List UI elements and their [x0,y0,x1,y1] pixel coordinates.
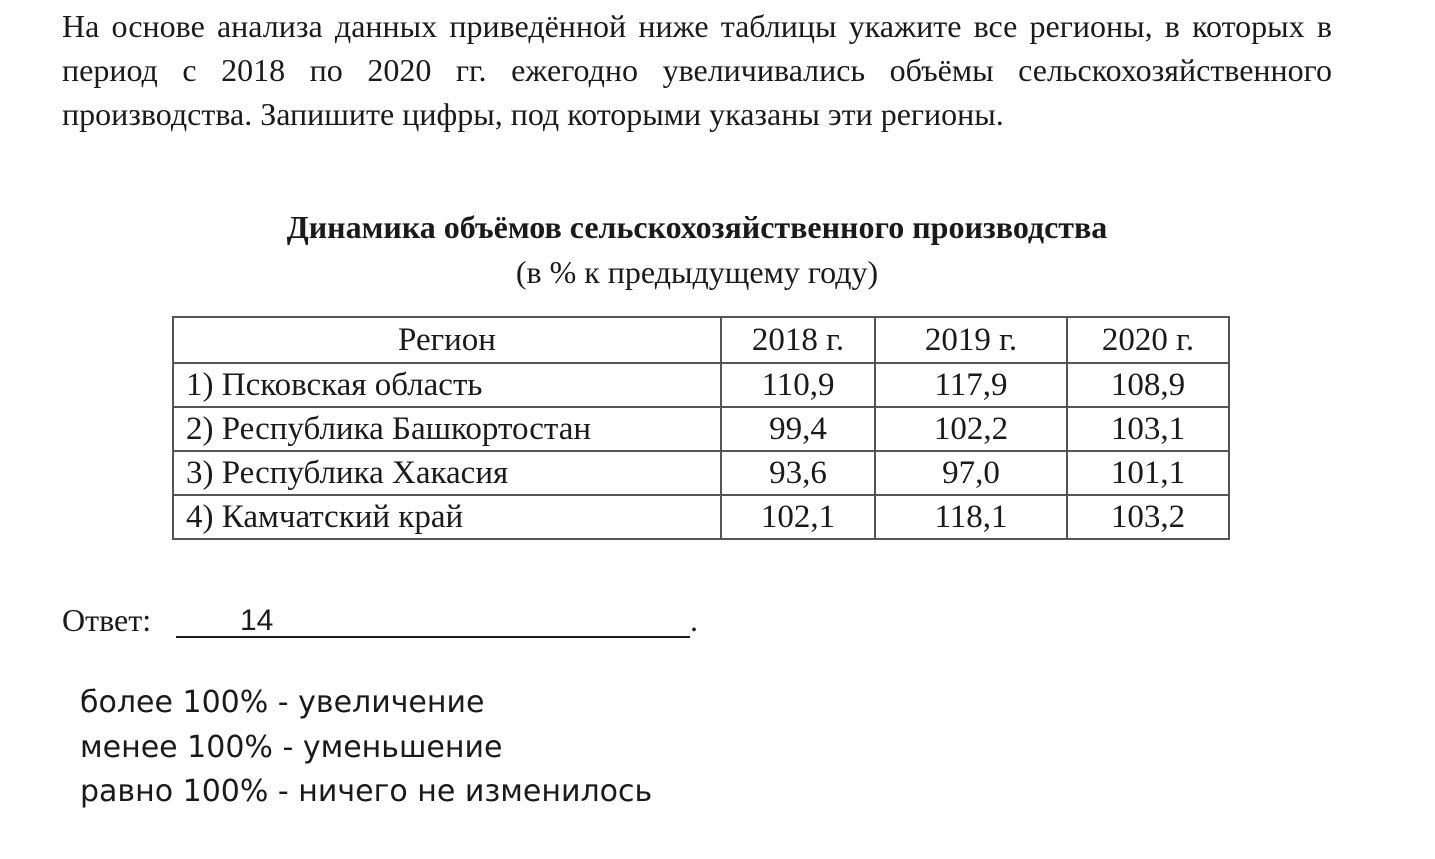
note-increase: более 100% - увеличение [80,685,485,720]
value-2020-cell: 101,1 [1067,451,1229,495]
header-2020: 2020 г. [1067,317,1229,363]
value-2018-cell: 102,1 [721,495,875,539]
value-2018-cell: 99,4 [721,407,875,451]
note-unchanged: равно 100% - ничего не изменилось [80,774,653,809]
region-cell: 1) Псковская область [173,363,721,407]
note-decrease: менее 100% - уменьшение [80,730,503,765]
table-title: Динамика объёмов сельскохозяйственного производства [286,209,1108,245]
value-2020-cell: 108,9 [1067,363,1229,407]
value-2019-cell: 102,2 [875,407,1067,451]
data-table [172,316,1230,540]
table-header-row [173,317,1229,363]
value-2019-cell: 97,0 [875,451,1067,495]
answer-value[interactable]: 14 [240,604,274,637]
region-cell: 4) Камчатский край [173,495,721,539]
table-row [173,407,1229,451]
header-2019: 2019 г. [875,317,1067,363]
task-text: На основе анализа данных приведённой ниже таблицы укажите все регионы, в которых в период с 2018 по 2020 гг. ежегодно увеличивались объёмы сельскохозяйственного производства. Запишите цифры, под которыми указаны эти регионы. [62,8,1332,132]
value-2019-cell: 118,1 [875,495,1067,539]
header-2018: 2018 г. [721,317,875,363]
table-row [173,363,1229,407]
region-cell: 3) Республика Хакасия [173,451,721,495]
region-cell: 2) Республика Башкортостан [173,407,721,451]
answer-label: Ответ: [62,602,152,638]
value-2020-cell: 103,2 [1067,495,1229,539]
answer-terminator: . [690,602,698,638]
value-2018-cell: 110,9 [721,363,875,407]
header-region: Регион [173,317,721,363]
table-row [173,451,1229,495]
table-row [173,495,1229,539]
table-subtitle: (в % к предыдущему году) [515,254,879,290]
value-2018-cell: 93,6 [721,451,875,495]
value-2020-cell: 103,1 [1067,407,1229,451]
value-2019-cell: 117,9 [875,363,1067,407]
